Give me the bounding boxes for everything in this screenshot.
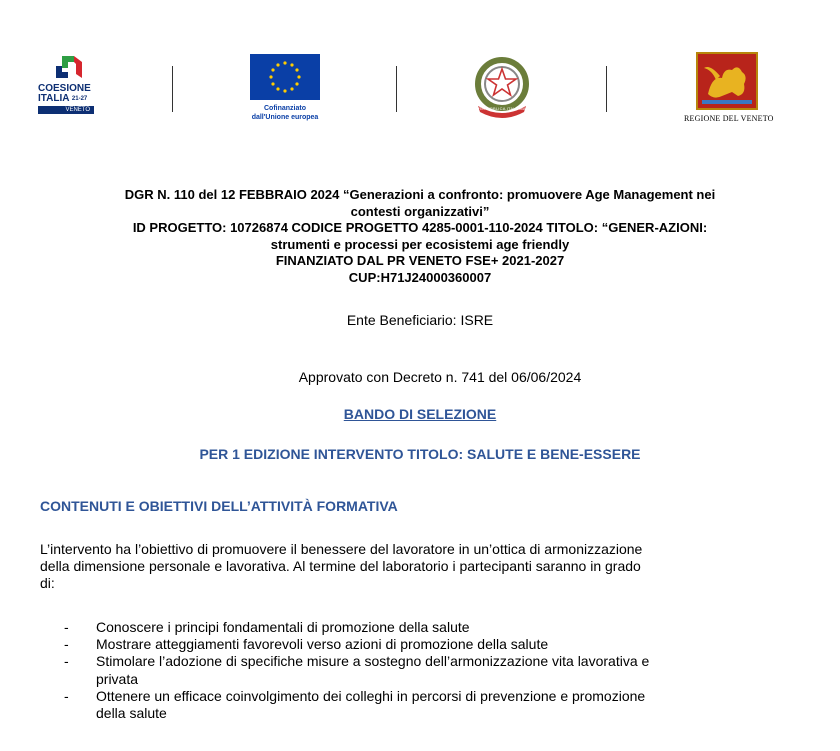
intro-paragraph: [40, 541, 780, 592]
list-dash: -: [64, 636, 69, 653]
coesione-line2: [38, 94, 108, 104]
list-item-text: Conoscere i principi fondamentali di promozione della salute: [96, 619, 470, 635]
list-item: [40, 653, 780, 687]
logo-divider: [606, 66, 607, 112]
section-heading: CONTENUTI E OBIETTIVI DELL’ATTIVITÀ FORMATIVA: [40, 498, 398, 514]
list-dash: -: [64, 619, 69, 635]
veneto-caption: REGIONE DEL VENETO: [684, 114, 774, 123]
header-line: CUP:H71J24000360007: [348, 269, 492, 285]
lion-of-st-mark-icon: [696, 52, 758, 110]
approvato-decreto: Approvato con Decreto n. 741 del 06/06/2024: [298, 369, 582, 385]
list-dash: -: [64, 687, 69, 704]
header-line: FINANZIATO DAL PR VENETO FSE+ 2021-2027: [275, 253, 565, 268]
coesione-mark-icon: [48, 52, 94, 84]
header-line: strumenti e processi per ecosistemi age friendly: [270, 236, 570, 252]
list-item: [40, 619, 780, 636]
header-line: contesti organizzativi”: [350, 203, 490, 219]
coesione-region: VENETO: [38, 106, 94, 114]
list-item-text-cont: privata: [96, 670, 139, 687]
list-item-text: Mostrare atteggiamenti favorevoli verso azioni di promozione della salute: [96, 636, 549, 653]
list-dash: -: [64, 653, 69, 670]
ente-beneficiario: Ente Beneficiario: ISRE: [346, 312, 494, 328]
logo-divider: [396, 66, 397, 112]
regione-veneto-logo: [684, 52, 776, 123]
coesione-italia-logo: [38, 52, 108, 114]
logo-bar: [0, 40, 840, 140]
logo-divider: [172, 66, 173, 112]
header-line: DGR N. 110 del 12 FEBBRAIO 2024 “Generazioni a confronto: promuovere Age Management nei: [124, 187, 716, 202]
emblem-ring-text: REPUBBLICA ITALIANA: [478, 106, 526, 111]
list-item: [40, 636, 780, 653]
header-line: ID PROGETTO: 10726874 CODICE PROGETTO 4285-0001-110-2024 TITOLO: “GENER-AZIONI:: [132, 220, 708, 235]
eu-logo: [250, 54, 320, 122]
coesione-line1: COESIONE: [38, 83, 91, 94]
paragraph-line: di:: [40, 575, 55, 591]
list-item-text-cont: della salute: [96, 705, 167, 722]
eu-flag-icon: [250, 54, 320, 100]
project-header: [0, 187, 840, 286]
bando-link[interactable]: BANDO DI SELEZIONE: [343, 406, 497, 422]
coesione-italia: ITALIA: [38, 93, 70, 104]
objectives-list: [40, 619, 780, 722]
eu-caption-line2: dall'Unione europea: [251, 114, 319, 121]
list-item-text: Ottenere un efficace coinvolgimento dei colleghi in percorsi di prevenzione e promozione: [96, 687, 646, 704]
paragraph-line: L’intervento ha l’obiettivo di promuovere il benessere del lavoratore in un’ottica di armonizzazione: [40, 541, 643, 557]
eu-caption-line1: Cofinanziato: [264, 105, 306, 112]
coesione-years: 21-27: [71, 96, 88, 102]
eu-caption: [250, 104, 320, 122]
repubblica-italiana-emblem: [470, 54, 534, 120]
intervento-title: PER 1 EDIZIONE INTERVENTO TITOLO: SALUTE E BENE-ESSERE: [199, 446, 641, 462]
list-item: [40, 688, 780, 722]
list-item-text: Stimolare l’adozione di specifiche misure a sostegno dell’armonizzazione vita lavorativa e: [96, 653, 650, 670]
bando-title: [0, 406, 840, 422]
paragraph-line: della dimensione personale e lavorativa. Al termine del laboratorio i partecipanti saranno in grado: [40, 558, 641, 574]
